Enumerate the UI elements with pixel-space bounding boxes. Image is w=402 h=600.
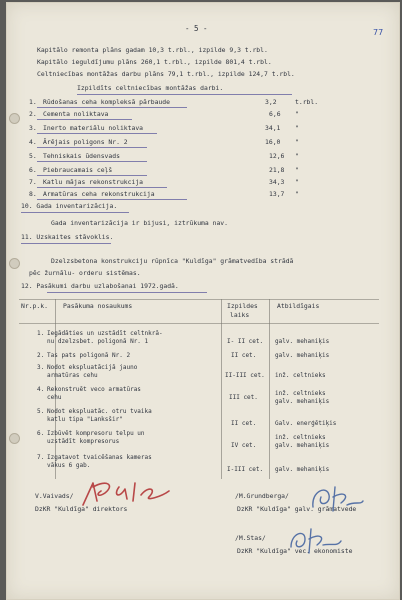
inventory-note: Gada inventarizācija ir bijusi, iztrūkuma nav. xyxy=(51,219,228,227)
table-row-num: 6. xyxy=(37,430,45,437)
paragraph-line: Dzelzsbetona konstrukciju rūpnīca "Kuldīga" grāmatvedība strādā xyxy=(51,257,294,265)
table-row-responsible: galv. mehaniķis xyxy=(275,442,330,449)
object-unit: " xyxy=(295,152,299,160)
signatory-name: V.Vaivads/ xyxy=(35,492,74,500)
underline xyxy=(37,133,157,134)
table-row-measure: Tas pats poligonā Nr. 2 xyxy=(47,352,131,359)
table-row-deadline: I-III cet. xyxy=(227,466,264,473)
table-row-num: 3. xyxy=(37,364,45,371)
archive-page-mark: 77 xyxy=(373,28,384,37)
signature-mark xyxy=(79,475,174,511)
table-row-num: 2. xyxy=(37,352,45,359)
table-row-measure: Nodot ekspluatācijā jauno xyxy=(47,364,138,371)
section-heading: 10. Gada inventarizācija. xyxy=(21,202,118,210)
object-name: Tehniskais ūdensvads xyxy=(43,152,120,160)
object-unit: " xyxy=(295,190,299,198)
table-row-measure: Izgatavot tvaicēšanas kameras xyxy=(47,454,152,461)
underline xyxy=(37,175,147,176)
underline xyxy=(37,107,187,108)
underline xyxy=(37,199,187,200)
binder-hole xyxy=(9,433,20,444)
table-row-num: 4. xyxy=(37,386,45,393)
table-row-responsible: inž. celtnieks xyxy=(275,434,326,441)
object-unit: " xyxy=(295,166,299,174)
underline xyxy=(37,147,147,148)
plan-line: Kapitālo remonta plāns gadam 10,3 t.rbl., izpilde 9,3 t.rbl. xyxy=(37,46,268,54)
object-unit: " xyxy=(295,178,299,186)
signature-mark xyxy=(307,481,367,515)
table-row-responsible: inž. celtnieks xyxy=(275,390,326,397)
signatory-title: DzKR "Kuldīga" galv. grāmatvede xyxy=(237,505,357,513)
object-name: Ārējais poligons Nr. 2 xyxy=(43,138,128,146)
table-row-deadline: II cet. xyxy=(231,352,257,359)
underline xyxy=(47,292,207,293)
plan-line: Kapitālo ieguldījumu plāns 260,1 t.rbl., izpilde 801,4 t.rbl. xyxy=(37,58,272,66)
signature-mark xyxy=(285,523,345,557)
underline xyxy=(77,94,292,95)
table-row-measure: vākus 6 gab. xyxy=(47,462,91,469)
table-header-deadline: Izpildes xyxy=(227,302,258,310)
underline xyxy=(37,119,132,120)
underline xyxy=(21,243,111,244)
table-header-num: Nr.p.k. xyxy=(21,302,48,310)
object-number: 8. xyxy=(29,190,37,198)
paragraph-line: pēc žurnālu- orderu sistēmas. xyxy=(29,269,141,277)
plan-line: Celtniecības montāžas darbu plāns 79,1 t.rbl., izpilde 124,7 t.rbl. xyxy=(37,70,295,78)
table-row-num: 1. xyxy=(37,330,45,337)
object-name: Cementa noliktava xyxy=(43,110,109,118)
object-value: 21,8 xyxy=(269,166,285,174)
object-number: 7. xyxy=(29,178,37,186)
table-row-measure: Iegādāties un uzstādīt celtnkrā- xyxy=(47,330,163,337)
table-row-deadline: IV cet. xyxy=(231,442,257,449)
underline xyxy=(37,187,167,188)
signatory-title: DzKR "Kuldīga" vec. ekonomiste xyxy=(237,547,353,555)
object-number: 1. xyxy=(29,98,37,106)
object-name: Inerto materiālu noliktava xyxy=(43,124,144,132)
table-rule xyxy=(19,323,379,324)
object-value: 6,6 xyxy=(269,110,281,118)
object-number: 6. xyxy=(29,166,37,174)
table-row-measure: armatūras cehu xyxy=(47,372,98,379)
binder-hole xyxy=(9,113,20,124)
table-row-deadline: III cet. xyxy=(229,394,258,401)
table-row-measure: Rekonstruēt veco armatūras xyxy=(47,386,141,393)
object-value: 16,0 xyxy=(265,138,281,146)
table-rule xyxy=(19,299,379,300)
table-row-responsible: galv. mehaniķis xyxy=(275,466,330,473)
object-name: Piebraucamais ceļš xyxy=(43,166,113,174)
object-value: 34,1 xyxy=(265,124,281,132)
table-row-responsible: Galv. enerģētiķis xyxy=(275,420,337,427)
object-number: 4. xyxy=(29,138,37,146)
signatory-name: /M.Stas/ xyxy=(235,534,266,542)
underline xyxy=(37,161,147,162)
object-unit: " xyxy=(295,110,299,118)
table-row-responsible: galv. mehaniķis xyxy=(275,352,330,359)
table-row-num: 5. xyxy=(37,408,45,415)
section-heading: 12. Pasākumi darbu uzlabošanai 1972.gadā. xyxy=(21,282,179,290)
table-row-measure: cehu xyxy=(47,394,62,401)
object-unit: " xyxy=(295,138,299,146)
object-unit: t.rbl. xyxy=(295,98,319,106)
table-row-deadline: II-III cet. xyxy=(225,372,265,379)
object-number: 5. xyxy=(29,152,37,160)
section-heading: 11. Uzskaites stāvoklis. xyxy=(21,233,114,241)
table-row-measure: Nodot ekspluatāc. otru tvaika xyxy=(47,408,152,415)
object-number: 3. xyxy=(29,124,37,132)
object-unit: " xyxy=(295,124,299,132)
table-row-measure: uzstādīt kompresorus xyxy=(47,438,120,445)
object-value: 13,7 xyxy=(269,190,285,198)
table-row-measure: Izbūvēt kompresoru telpu un xyxy=(47,430,145,437)
object-value: 34,3 xyxy=(269,178,285,186)
binder-hole xyxy=(9,258,20,269)
table-divider xyxy=(221,299,222,479)
table-row-responsible: inž. celtnieks xyxy=(275,372,326,379)
table-divider xyxy=(269,299,270,479)
signatory-name: /M.Grundberga/ xyxy=(235,492,289,500)
table-header-name: Pasākuma nosaukums xyxy=(63,302,133,310)
table-row-responsible: galv. mehaniķis xyxy=(275,398,330,405)
table-row-measure: katlu tipa "Lanksšir" xyxy=(47,416,123,423)
object-value: 3,2 xyxy=(265,98,277,106)
signatory-title: DzKR "Kuldīga" direktors xyxy=(35,505,128,513)
table-row-responsible: galv. mehaniķis xyxy=(275,338,330,345)
underline xyxy=(21,212,129,213)
object-name: Rūdošanas ceha kompleksā pārbaude xyxy=(43,98,170,106)
table-row-measure: nu dzelzsbet. poligonā Nr. 1 xyxy=(47,338,149,345)
object-number: 2. xyxy=(29,110,37,118)
object-name: Katlu mājas rekonstrukcija xyxy=(43,178,144,186)
page-number: - 5 - xyxy=(185,24,208,33)
table-row-num: 7. xyxy=(37,454,45,461)
objects-heading: Izpildīts celtniecības montāžas darbi. xyxy=(77,84,224,92)
table-header-deadline: laiks xyxy=(230,311,250,319)
table-row-deadline: II cet. xyxy=(231,420,257,427)
table-header-responsible: Atbildīgais xyxy=(277,302,320,310)
object-value: 12,6 xyxy=(269,152,285,160)
table-row-deadline: I- II cet. xyxy=(227,338,264,345)
document-page xyxy=(6,2,400,600)
object-name: Armatūras ceha rekonstrukcija xyxy=(43,190,155,198)
